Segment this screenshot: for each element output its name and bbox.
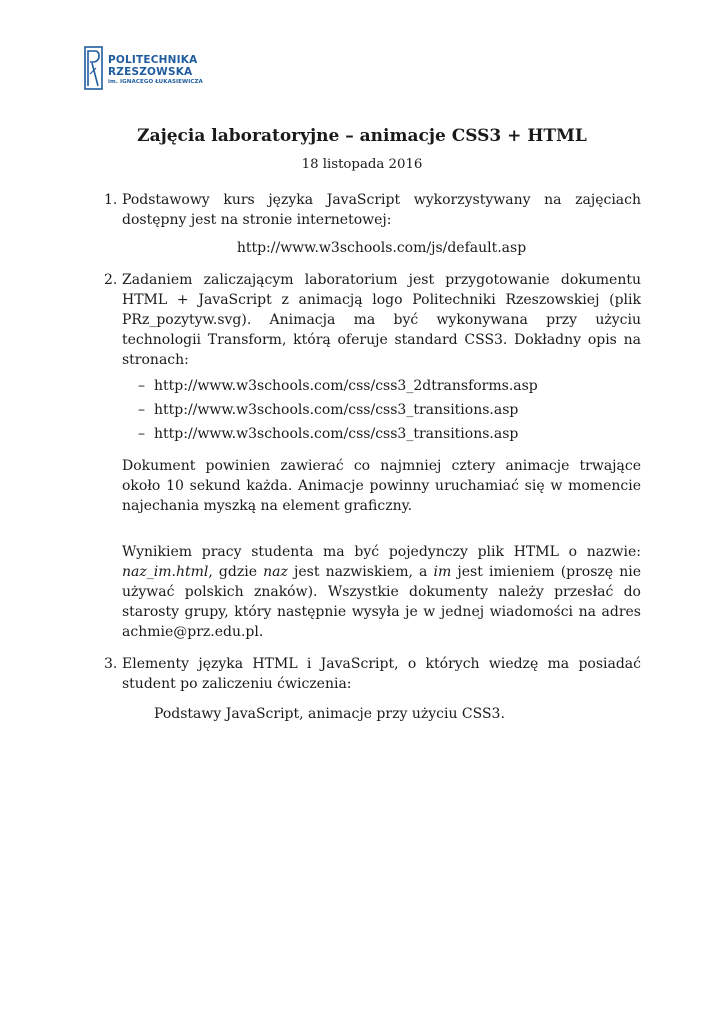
item-number: 3. bbox=[104, 656, 118, 672]
link-item bbox=[122, 424, 641, 444]
document-date: 18 listopada 2016 bbox=[301, 157, 423, 172]
submission-text: jest nazwiskiem, a bbox=[287, 564, 434, 580]
link-url: http://www.w3schools.com/css/css3_2dtransforms.asp bbox=[154, 378, 538, 394]
item-text: Podstawowy kurs języka JavaScript wykorzystywany na zajęciach dostępny jest na stronie internetowej: bbox=[122, 192, 641, 228]
link-url: http://www.w3schools.com/css/css3_transitions.asp bbox=[154, 402, 519, 418]
naz-term: naz bbox=[263, 564, 288, 580]
item-number: 2. bbox=[104, 272, 118, 288]
submission-paragraph bbox=[122, 542, 641, 642]
dash-marker: – bbox=[138, 378, 145, 394]
link-item bbox=[122, 400, 641, 420]
list-item-1 bbox=[96, 190, 641, 258]
page-title: Zajęcia laboratoryjne – animacje CSS3 + HTML bbox=[137, 126, 587, 146]
university-logo bbox=[84, 46, 284, 92]
submission-text: Wynikiem pracy studenta ma być pojedynczy plik HTML o nazwie: bbox=[122, 544, 641, 560]
item-text: Elementy języka HTML i JavaScript, o których wiedzę ma posiadać student po zaliczeniu ćwiczenia: bbox=[122, 656, 641, 692]
link-url: http://www.w3schools.com/css/css3_transitions.asp bbox=[154, 426, 519, 442]
logo-line-1: POLITECHNIKA bbox=[108, 54, 198, 66]
im-term: im bbox=[433, 564, 452, 580]
submission-text: jest imieniem (proszę nie używać polskich znaków). Wszystkie dokumenty należy przesłać do starosty grupy, który następnie wysyła je w jednej wiadomości na adres achmie@prz.edu.pl. bbox=[122, 564, 641, 640]
link-list bbox=[122, 376, 641, 444]
task-list bbox=[96, 190, 641, 724]
item-text: Zadaniem zaliczającym laboratorium jest przygotowanie dokumentu HTML + JavaScript z animacją logo Politechniki Rzeszowskiej (plik PRz_pozytyw.svg). Animacja ma być wykonywana przy użyciu technologii Transform, którą oferuje standard CSS3. Dokładny opis na stronach: bbox=[122, 272, 641, 368]
logo-text bbox=[108, 54, 203, 87]
requirements-paragraph: Dokument powinien zawierać co najmniej cztery animacje trwające około 10 sekund każda. Animacje powinny uruchamiać się w momencie najechania myszką na element graficzny. bbox=[122, 458, 641, 514]
logo-mark-icon bbox=[84, 46, 104, 90]
submission-text: , gdzie bbox=[208, 564, 264, 580]
list-item-3 bbox=[96, 654, 641, 724]
document-body bbox=[96, 190, 641, 736]
logo-line-2: RZESZOWSKA bbox=[108, 66, 193, 78]
link-item bbox=[122, 376, 641, 396]
dash-marker: – bbox=[138, 402, 145, 418]
item-number: 1. bbox=[104, 192, 118, 208]
logo-line-3: im. IGNACEGO ŁUKASIEWICZA bbox=[108, 79, 203, 85]
filename-format: naz_im.html bbox=[122, 564, 209, 580]
list-item-2 bbox=[96, 270, 641, 642]
course-url: http://www.w3schools.com/js/default.asp bbox=[236, 240, 527, 256]
skills-summary: Podstawy JavaScript, animacje przy użyciu CSS3. bbox=[154, 706, 505, 722]
dash-marker: – bbox=[138, 426, 145, 442]
